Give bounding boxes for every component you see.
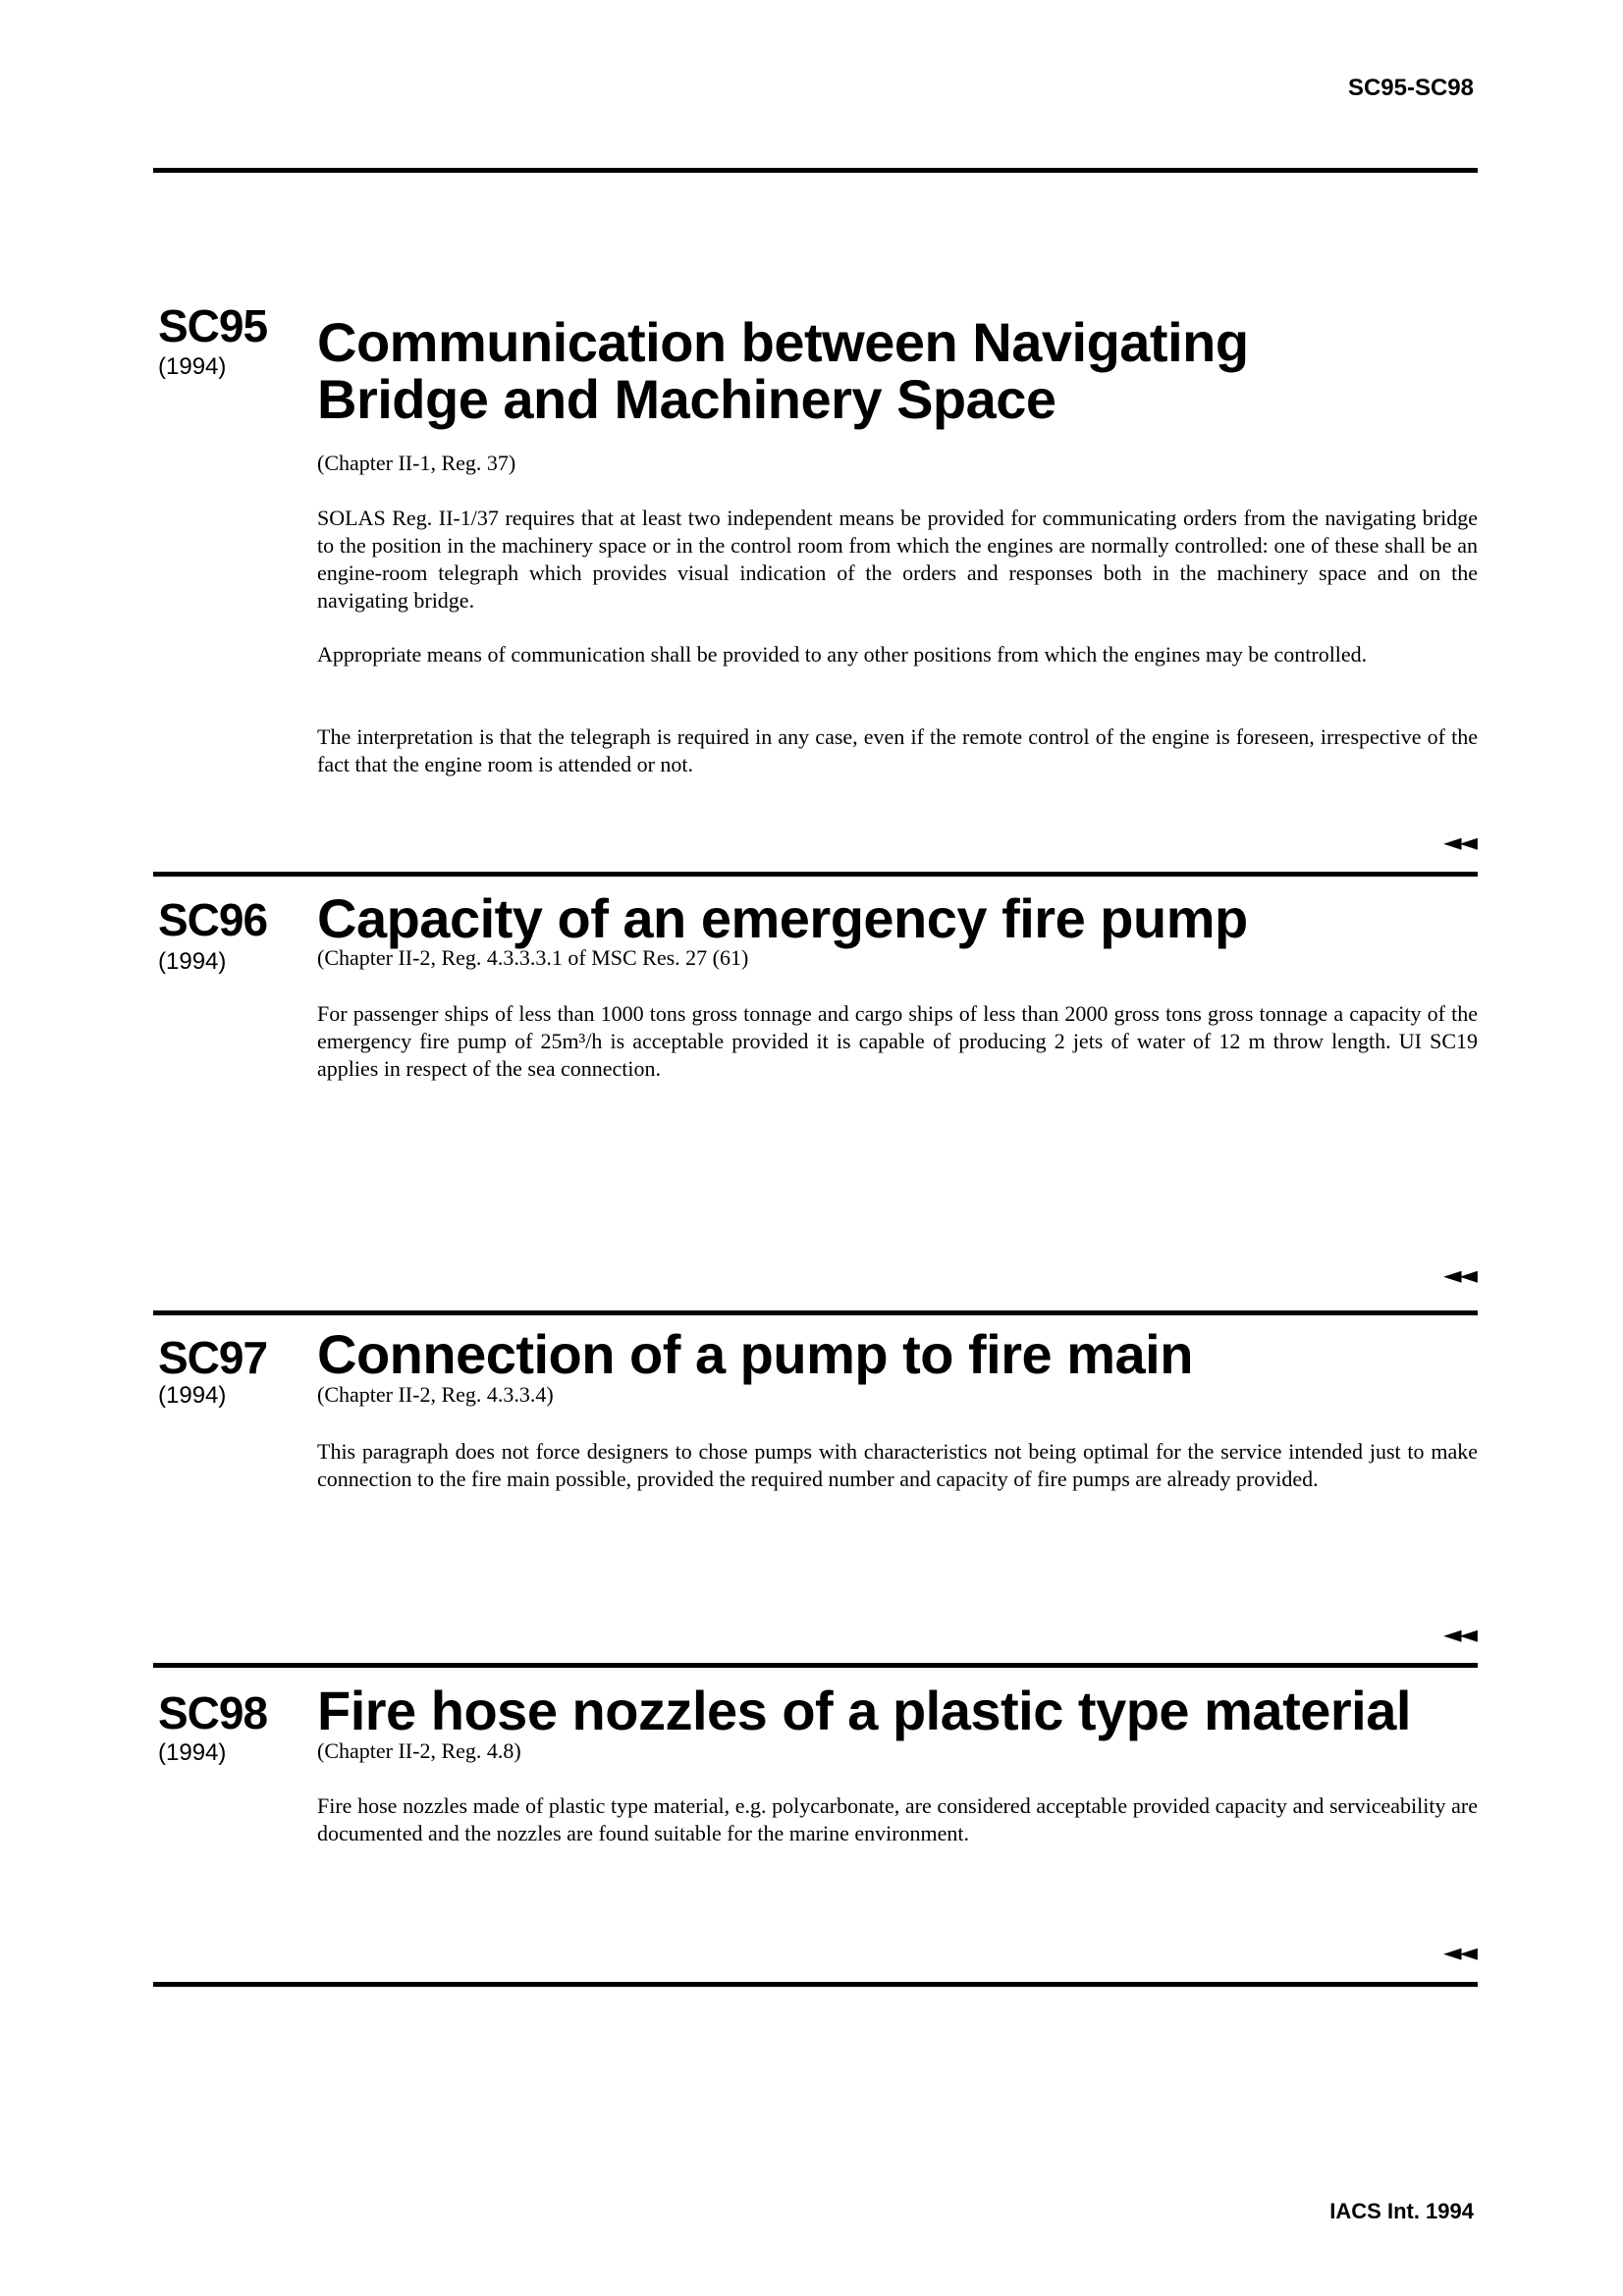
section-reference: (Chapter II-2, Reg. 4.8) xyxy=(317,1738,521,1763)
section-year: (1994) xyxy=(158,1382,227,1409)
section-title: Communication between Navigating xyxy=(317,311,1249,373)
section-reference: (Chapter II-2, Reg. 4.3.3.4) xyxy=(317,1382,554,1407)
section-paragraph: This paragraph does not force designers to chose pumps with characteristics not being optimal for the service intended just to make connection to the fire main possible, provided the required number and capacity of fire pumps are already provided. xyxy=(317,1439,1478,1491)
section-reference: (Chapter II-1, Reg. 37) xyxy=(317,451,516,475)
section-paragraph: The interpretation is that the telegraph is required in any case, even if the remote control of the engine is foreseen, irrespective of the fact that the engine room is attended or not. xyxy=(317,724,1478,776)
back-arrows-icon[interactable]: ◄◄ xyxy=(1443,1939,1476,1966)
section-paragraph: SOLAS Reg. II-1/37 requires that at least two independent means be provided for communicating orders from the navigating bridge to the position in the machinery space or in the control room from which the engines are normally controlled: one of these shall be an engine-room telegraph which provides visual indication of the orders and responses both in the machinery space and on the navigating bridge. xyxy=(317,506,1478,613)
page-footer: IACS Int. 1994 xyxy=(1329,2199,1474,2223)
section-code: SC96 xyxy=(158,894,268,945)
section-code: SC97 xyxy=(158,1332,268,1383)
section-code: SC95 xyxy=(158,300,268,351)
section-divider xyxy=(153,1310,1478,1315)
section-paragraph: Fire hose nozzles made of plastic type material, e.g. polycarbonate, are considered acceptable provided capacity and serviceability are documented and the nozzles are found suitable for the marine environment. xyxy=(317,1793,1478,1845)
section-year: (1994) xyxy=(158,353,227,380)
section-paragraph: Appropriate means of communication shall be provided to any other positions from which the engines may be controlled. xyxy=(317,642,1368,667)
page-header-code: SC95-SC98 xyxy=(1347,75,1474,101)
section-code: SC98 xyxy=(158,1687,268,1738)
section-divider xyxy=(153,1663,1478,1668)
back-arrows-icon[interactable]: ◄◄ xyxy=(1443,1261,1476,1289)
back-arrows-icon[interactable]: ◄◄ xyxy=(1443,828,1476,856)
section-title: Capacity of an emergency fire pump xyxy=(317,887,1248,949)
back-arrows-icon[interactable]: ◄◄ xyxy=(1443,1621,1476,1648)
section-divider xyxy=(153,872,1478,877)
section-paragraph: For passenger ships of less than 1000 tons gross tonnage and cargo ships of less than 2000 gross tons gross tonnage a capacity of the emergency fire pump of 25m³/h is acceptable provided it is capable of producing 2 jets of water of 12 m throw length. UI SC19 applies in respect of the sea connection. xyxy=(317,1001,1478,1081)
section-year: (1994) xyxy=(158,1739,227,1766)
header-divider xyxy=(153,168,1478,173)
section-year: (1994) xyxy=(158,948,227,975)
section-title: Connection of a pump to fire main xyxy=(317,1323,1193,1385)
section-divider xyxy=(153,1982,1478,1987)
section-reference: (Chapter II-2, Reg. 4.3.3.3.1 of MSC Res. 27 (61) xyxy=(317,945,749,970)
section-title: Fire hose nozzles of a plastic type material xyxy=(317,1680,1411,1741)
section-title-line2: Bridge and Machinery Space xyxy=(317,368,1056,430)
